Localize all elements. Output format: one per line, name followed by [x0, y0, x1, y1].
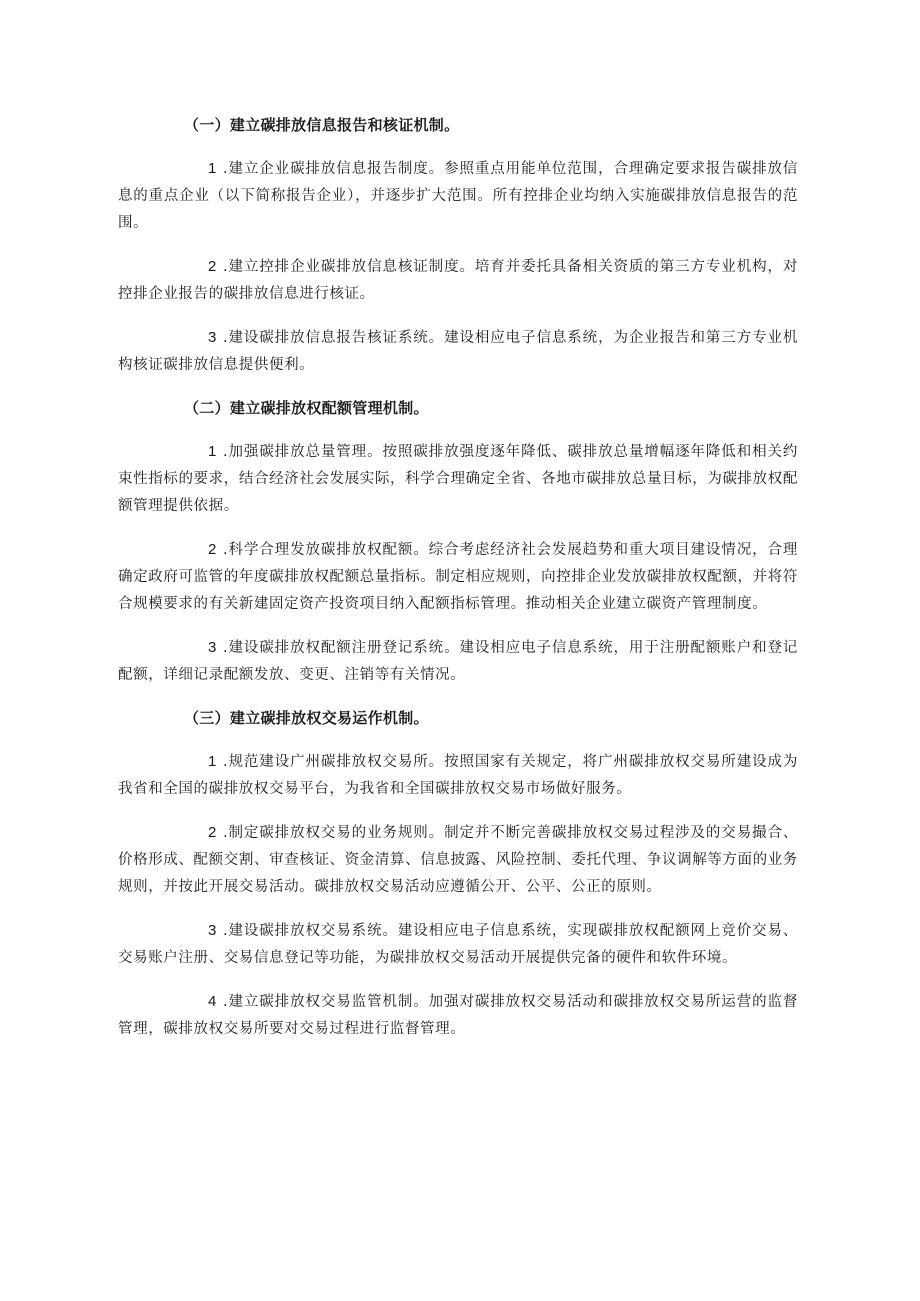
item-number: 1 — [208, 160, 217, 177]
paragraph-text: .建设碳排放权交易系统。建设相应电子信息系统，实现碳排放权配额网上竞价交易、交易账户注册、交易信息登记等功能，为碳排放权交易活动开展提供完备的硬件和软件环境。 — [118, 923, 798, 966]
item-number: 2 — [208, 258, 217, 275]
paragraph-1-2 — [118, 253, 798, 308]
paragraph-3-2 — [118, 819, 798, 901]
item-number: 1 — [208, 443, 217, 460]
paragraph-2-2 — [118, 536, 798, 618]
paragraph-text: .加强碳排放总量管理。按照碳排放强度逐年降低、碳排放总量增幅逐年降低和相关约束性指标的要求，结合经济社会发展实际，科学合理确定全省、各地市碳排放总量目标，为碳排放权配额管理提供依据。 — [118, 444, 798, 514]
section-heading-1: （一）建立碳排放信息报告和核证机制。 — [184, 116, 460, 134]
paragraph-2-1 — [118, 438, 798, 520]
paragraph-text: .建立碳排放权交易监管机制。加强对碳排放权交易活动和碳排放权交易所运营的监督管理，碳排放权交易所要对交易过程进行监督管理。 — [118, 994, 798, 1037]
paragraph-2-3 — [118, 634, 798, 689]
paragraph-1-1 — [118, 155, 798, 237]
paragraph-text: .规范建设广州碳排放权交易所。按照国家有关规定，将广州碳排放权交易所建设成为我省和全国的碳排放权交易平台，为我省和全国碳排放权交易市场做好服务。 — [118, 754, 798, 797]
item-number: 2 — [208, 541, 217, 558]
paragraph-1-3 — [118, 324, 798, 379]
paragraph-3-3 — [118, 917, 798, 972]
paragraph-text: .科学合理发放碳排放权配额。综合考虑经济社会发展趋势和重大项目建设情况，合理确定政府可监管的年度碳排放权配额总量指标。制定相应规则，向控排企业发放碳排放权配额，并将符合规模要求的有关新建固定资产投资项目纳入配额指标管理。推动相关企业建立碳资产管理制度。 — [118, 542, 798, 612]
paragraph-3-4 — [118, 988, 798, 1043]
section-heading-2: （二）建立碳排放权配额管理机制。 — [184, 399, 429, 417]
item-number: 3 — [208, 329, 217, 346]
paragraph-text: .建立企业碳排放信息报告制度。参照重点用能单位范围，合理确定要求报告碳排放信息的重点企业（以下简称报告企业），并逐步扩大范围。所有控排企业均纳入实施碳排放信息报告的范围。 — [118, 161, 798, 231]
paragraph-3-1 — [118, 748, 798, 803]
item-number: 2 — [208, 824, 217, 841]
section-heading-3: （三）建立碳排放权交易运作机制。 — [184, 709, 429, 727]
item-number: 4 — [208, 993, 217, 1010]
item-number: 3 — [208, 639, 217, 656]
item-number: 3 — [208, 922, 217, 939]
item-number: 1 — [208, 753, 217, 770]
paragraph-text: .建设碳排放权配额注册登记系统。建设相应电子信息系统，用于注册配额账户和登记配额，详细记录配额发放、变更、注销等有关情况。 — [118, 640, 798, 683]
paragraph-text: .建设碳排放信息报告核证系统。建设相应电子信息系统，为企业报告和第三方专业机构核证碳排放信息提供便利。 — [118, 330, 798, 373]
paragraph-text: .制定碳排放权交易的业务规则。制定并不断完善碳排放权交易过程涉及的交易撮合、价格形成、配额交割、审查核证、资金清算、信息披露、风险控制、委托代理、争议调解等方面的业务规则，并按此开展交易活动。碳排放权交易活动应遵循公开、公平、公正的原则。 — [118, 825, 798, 895]
paragraph-text: .建立控排企业碳排放信息核证制度。培育并委托具备相关资质的第三方专业机构，对控排企业报告的碳排放信息进行核证。 — [118, 259, 798, 302]
document-body — [118, 112, 798, 1059]
